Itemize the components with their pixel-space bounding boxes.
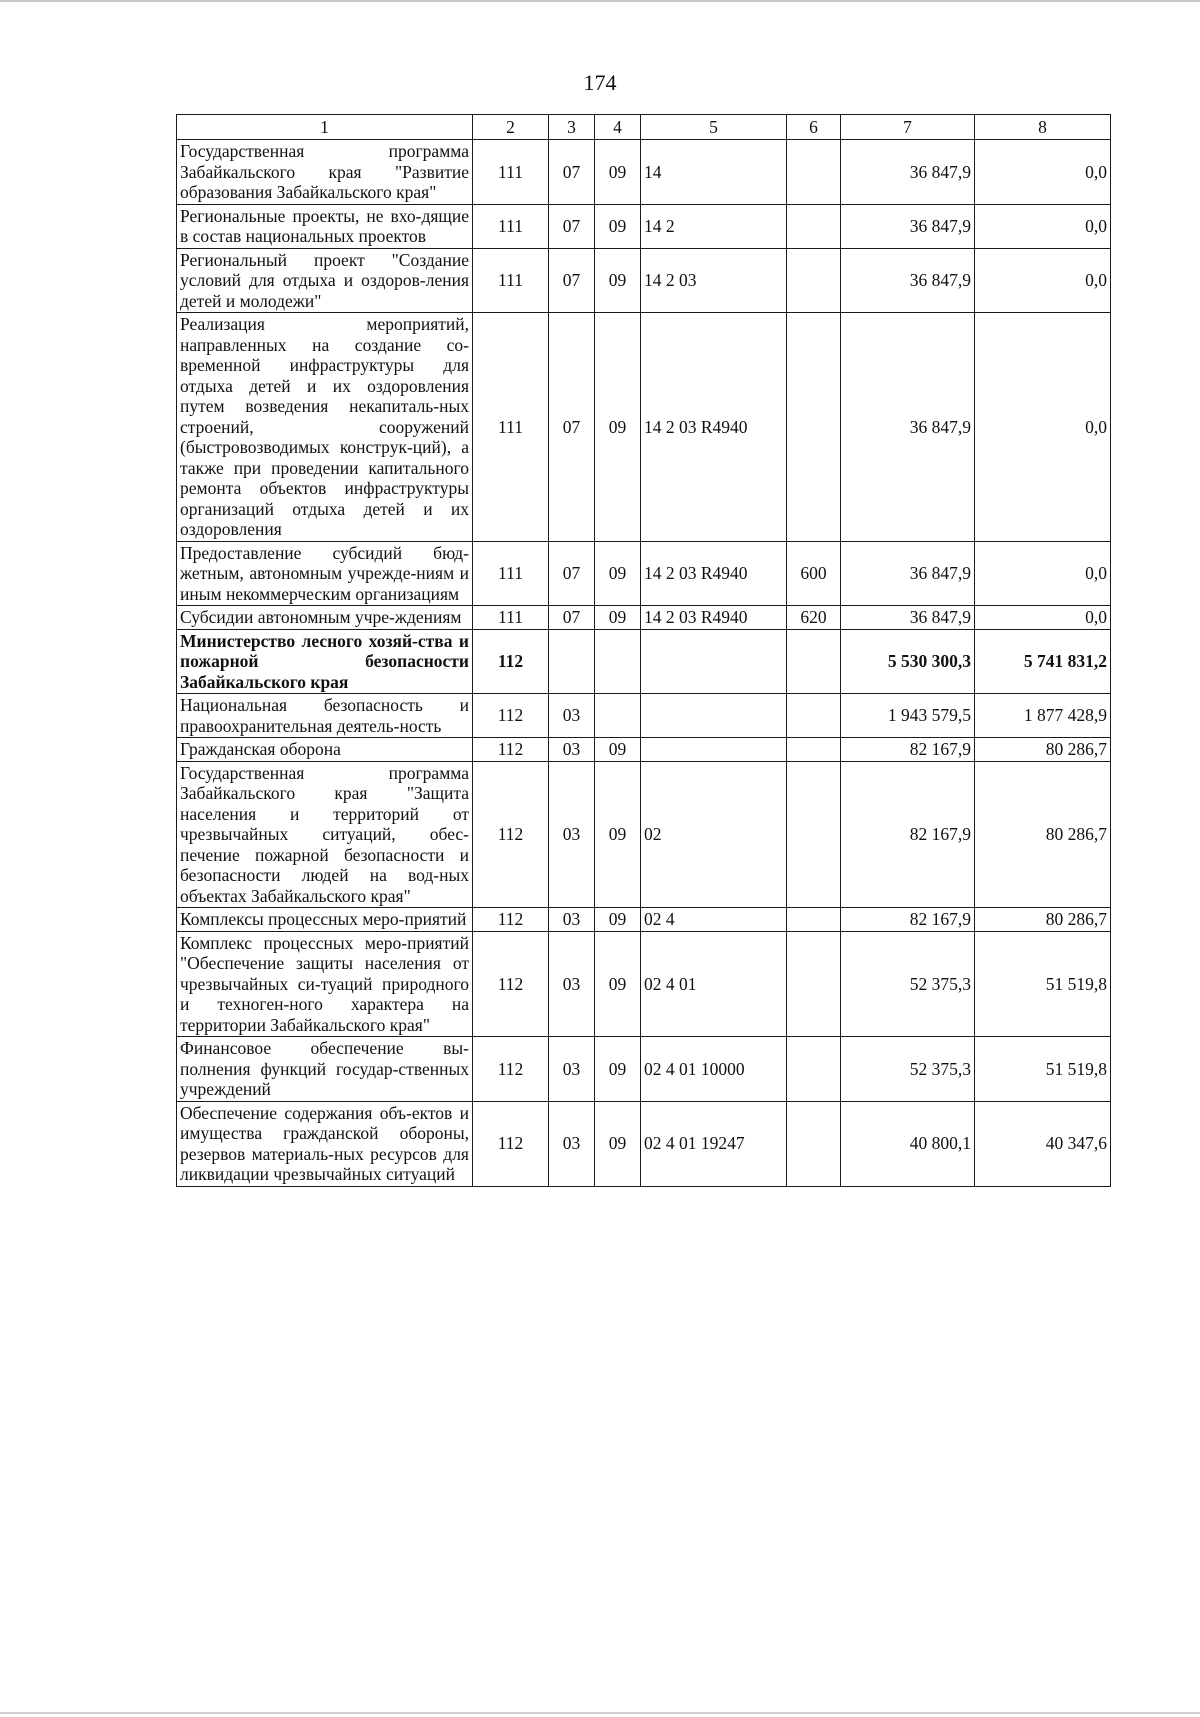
row-code-5-cell: 14 2 03 R4940 xyxy=(641,541,787,606)
row-code-5-cell: 02 xyxy=(641,761,787,908)
row-code-6-cell xyxy=(787,204,841,248)
row-code-4-cell: 09 xyxy=(595,761,641,908)
row-code-3-cell: 03 xyxy=(549,908,595,932)
row-amount-8-cell: 51 519,8 xyxy=(975,931,1111,1037)
row-code-6-cell xyxy=(787,1101,841,1186)
row-code-5-cell xyxy=(641,738,787,762)
row-code-4-cell xyxy=(595,629,641,694)
row-amount-7-cell: 36 847,9 xyxy=(841,541,975,606)
row-code-2-cell: 112 xyxy=(473,738,549,762)
row-code-3-cell: 07 xyxy=(549,248,595,313)
row-name-cell: Обеспечение содержания объ-ектов и имущества гражданской обороны, резервов материаль-ных ресурсов для ликвидации чрезвычайных ситуаций xyxy=(177,1101,473,1186)
row-code-4-cell: 09 xyxy=(595,248,641,313)
row-code-3-cell: 03 xyxy=(549,931,595,1037)
row-amount-7-cell: 82 167,9 xyxy=(841,908,975,932)
row-amount-8-cell: 1 877 428,9 xyxy=(975,694,1111,738)
row-amount-8-cell: 0,0 xyxy=(975,606,1111,630)
row-code-2-cell: 111 xyxy=(473,606,549,630)
row-code-3-cell: 07 xyxy=(549,313,595,542)
row-code-4-cell: 09 xyxy=(595,541,641,606)
row-code-2-cell: 112 xyxy=(473,629,549,694)
row-code-2-cell: 111 xyxy=(473,248,549,313)
row-code-2-cell: 112 xyxy=(473,761,549,908)
row-code-6-cell xyxy=(787,629,841,694)
row-code-6-cell xyxy=(787,140,841,205)
row-code-3-cell: 03 xyxy=(549,738,595,762)
column-header: 3 xyxy=(549,115,595,140)
row-amount-7-cell: 36 847,9 xyxy=(841,204,975,248)
row-code-2-cell: 111 xyxy=(473,541,549,606)
row-code-6-cell xyxy=(787,313,841,542)
row-amount-8-cell: 0,0 xyxy=(975,140,1111,205)
row-code-5-cell: 14 2 xyxy=(641,204,787,248)
row-code-5-cell: 02 4 01 10000 xyxy=(641,1037,787,1102)
column-header: 1 xyxy=(177,115,473,140)
row-name-cell: Предоставление субсидий бюд-жетным, автономным учрежде-ниям и иным некоммерческим организациям xyxy=(177,541,473,606)
table-body xyxy=(177,140,1111,1187)
table-row xyxy=(177,1101,1111,1186)
row-code-5-cell: 14 2 03 R4940 xyxy=(641,313,787,542)
table-row xyxy=(177,140,1111,205)
row-code-6-cell xyxy=(787,761,841,908)
column-header: 6 xyxy=(787,115,841,140)
row-code-5-cell xyxy=(641,694,787,738)
table-row xyxy=(177,541,1111,606)
row-name-cell: Министерство лесного хозяй-ства и пожарной безопасности Забайкальского края xyxy=(177,629,473,694)
row-amount-7-cell: 36 847,9 xyxy=(841,313,975,542)
row-code-5-cell xyxy=(641,629,787,694)
row-amount-8-cell: 0,0 xyxy=(975,541,1111,606)
row-amount-7-cell: 36 847,9 xyxy=(841,606,975,630)
row-code-6-cell xyxy=(787,738,841,762)
row-code-4-cell: 09 xyxy=(595,908,641,932)
row-name-cell: Комплексы процессных меро-приятий xyxy=(177,908,473,932)
row-code-4-cell: 09 xyxy=(595,931,641,1037)
row-amount-7-cell: 52 375,3 xyxy=(841,1037,975,1102)
table-header-row xyxy=(177,115,1111,140)
row-name-cell: Субсидии автономным учре-ждениям xyxy=(177,606,473,630)
row-code-3-cell: 07 xyxy=(549,140,595,205)
table-row xyxy=(177,1037,1111,1102)
row-code-5-cell: 02 4 01 xyxy=(641,931,787,1037)
row-code-5-cell: 14 xyxy=(641,140,787,205)
row-code-3-cell: 07 xyxy=(549,204,595,248)
row-code-4-cell xyxy=(595,694,641,738)
row-code-4-cell: 09 xyxy=(595,140,641,205)
row-code-2-cell: 112 xyxy=(473,931,549,1037)
table-row xyxy=(177,204,1111,248)
row-amount-8-cell: 40 347,6 xyxy=(975,1101,1111,1186)
row-amount-7-cell: 40 800,1 xyxy=(841,1101,975,1186)
row-code-6-cell xyxy=(787,248,841,313)
row-amount-7-cell: 82 167,9 xyxy=(841,738,975,762)
row-amount-8-cell: 51 519,8 xyxy=(975,1037,1111,1102)
row-name-cell: Гражданская оборона xyxy=(177,738,473,762)
scan-bottom-edge xyxy=(0,1712,1200,1714)
scan-top-edge xyxy=(0,0,1200,2)
row-code-6-cell xyxy=(787,694,841,738)
row-code-2-cell: 111 xyxy=(473,140,549,205)
row-amount-8-cell: 80 286,7 xyxy=(975,908,1111,932)
column-header: 7 xyxy=(841,115,975,140)
column-header: 2 xyxy=(473,115,549,140)
row-name-cell: Государственная программа Забайкальского края "Развитие образования Забайкальского края" xyxy=(177,140,473,205)
row-code-5-cell: 02 4 xyxy=(641,908,787,932)
row-amount-7-cell: 1 943 579,5 xyxy=(841,694,975,738)
row-code-3-cell: 03 xyxy=(549,761,595,908)
row-amount-8-cell: 0,0 xyxy=(975,313,1111,542)
row-code-4-cell: 09 xyxy=(595,1101,641,1186)
row-code-5-cell: 14 2 03 R4940 xyxy=(641,606,787,630)
column-header: 4 xyxy=(595,115,641,140)
row-code-6-cell xyxy=(787,908,841,932)
row-name-cell: Национальная безопасность и правоохранительная деятель-ность xyxy=(177,694,473,738)
row-amount-7-cell: 36 847,9 xyxy=(841,248,975,313)
row-code-4-cell: 09 xyxy=(595,606,641,630)
row-code-5-cell: 14 2 03 xyxy=(641,248,787,313)
row-code-5-cell: 02 4 01 19247 xyxy=(641,1101,787,1186)
column-header: 8 xyxy=(975,115,1111,140)
table-row xyxy=(177,761,1111,908)
row-code-4-cell: 09 xyxy=(595,204,641,248)
column-header: 5 xyxy=(641,115,787,140)
row-name-cell: Реализация мероприятий, направленных на создание со-временной инфраструктуры для отдыха детей и их оздоровления путем возведения некапиталь-ных строений, сооружений (быстровозводимых конструк-ций), а также при проведении капитального ремонта объектов инфраструктуры организаций отдыха детей и их оздоровления xyxy=(177,313,473,542)
page-number: 174 xyxy=(583,70,617,95)
row-amount-8-cell: 0,0 xyxy=(975,204,1111,248)
row-name-cell: Финансовое обеспечение вы-полнения функций государ-ственных учреждений xyxy=(177,1037,473,1102)
row-code-4-cell: 09 xyxy=(595,1037,641,1102)
row-code-3-cell: 03 xyxy=(549,1037,595,1102)
row-amount-8-cell: 0,0 xyxy=(975,248,1111,313)
row-code-2-cell: 112 xyxy=(473,1037,549,1102)
row-code-2-cell: 112 xyxy=(473,908,549,932)
row-code-3-cell: 03 xyxy=(549,694,595,738)
row-name-cell: Региональные проекты, не вхо-дящие в состав национальных проектов xyxy=(177,204,473,248)
row-code-4-cell: 09 xyxy=(595,738,641,762)
table-row xyxy=(177,694,1111,738)
row-name-cell: Комплекс процессных меро-приятий "Обеспечение защиты населения от чрезвычайных си-туаций природного и техноген-ного характера на территории Забайкальского края" xyxy=(177,931,473,1037)
row-amount-7-cell: 5 530 300,3 xyxy=(841,629,975,694)
table-row xyxy=(177,738,1111,762)
table-row xyxy=(177,313,1111,542)
row-code-3-cell: 07 xyxy=(549,606,595,630)
row-code-2-cell: 112 xyxy=(473,1101,549,1186)
row-code-2-cell: 111 xyxy=(473,204,549,248)
row-code-2-cell: 111 xyxy=(473,313,549,542)
budget-table xyxy=(176,114,1111,1187)
table-row xyxy=(177,629,1111,694)
row-amount-8-cell: 80 286,7 xyxy=(975,738,1111,762)
table-row xyxy=(177,908,1111,932)
row-code-6-cell: 600 xyxy=(787,541,841,606)
row-code-3-cell xyxy=(549,629,595,694)
row-code-3-cell: 07 xyxy=(549,541,595,606)
row-code-6-cell xyxy=(787,931,841,1037)
table-row xyxy=(177,606,1111,630)
row-amount-7-cell: 82 167,9 xyxy=(841,761,975,908)
row-code-6-cell xyxy=(787,1037,841,1102)
row-amount-7-cell: 36 847,9 xyxy=(841,140,975,205)
row-code-2-cell: 112 xyxy=(473,694,549,738)
row-code-3-cell: 03 xyxy=(549,1101,595,1186)
table-row xyxy=(177,931,1111,1037)
row-code-6-cell: 620 xyxy=(787,606,841,630)
row-name-cell: Региональный проект "Создание условий для отдыха и оздоров-ления детей и молодежи" xyxy=(177,248,473,313)
row-amount-8-cell: 80 286,7 xyxy=(975,761,1111,908)
row-amount-8-cell: 5 741 831,2 xyxy=(975,629,1111,694)
row-name-cell: Государственная программа Забайкальского края "Защита населения и территорий от чрезвычайных ситуаций, обес-печение пожарной безопасности и безопасности людей на вод-ных объектах Забайкальского края" xyxy=(177,761,473,908)
table-row xyxy=(177,248,1111,313)
row-amount-7-cell: 52 375,3 xyxy=(841,931,975,1037)
row-code-4-cell: 09 xyxy=(595,313,641,542)
